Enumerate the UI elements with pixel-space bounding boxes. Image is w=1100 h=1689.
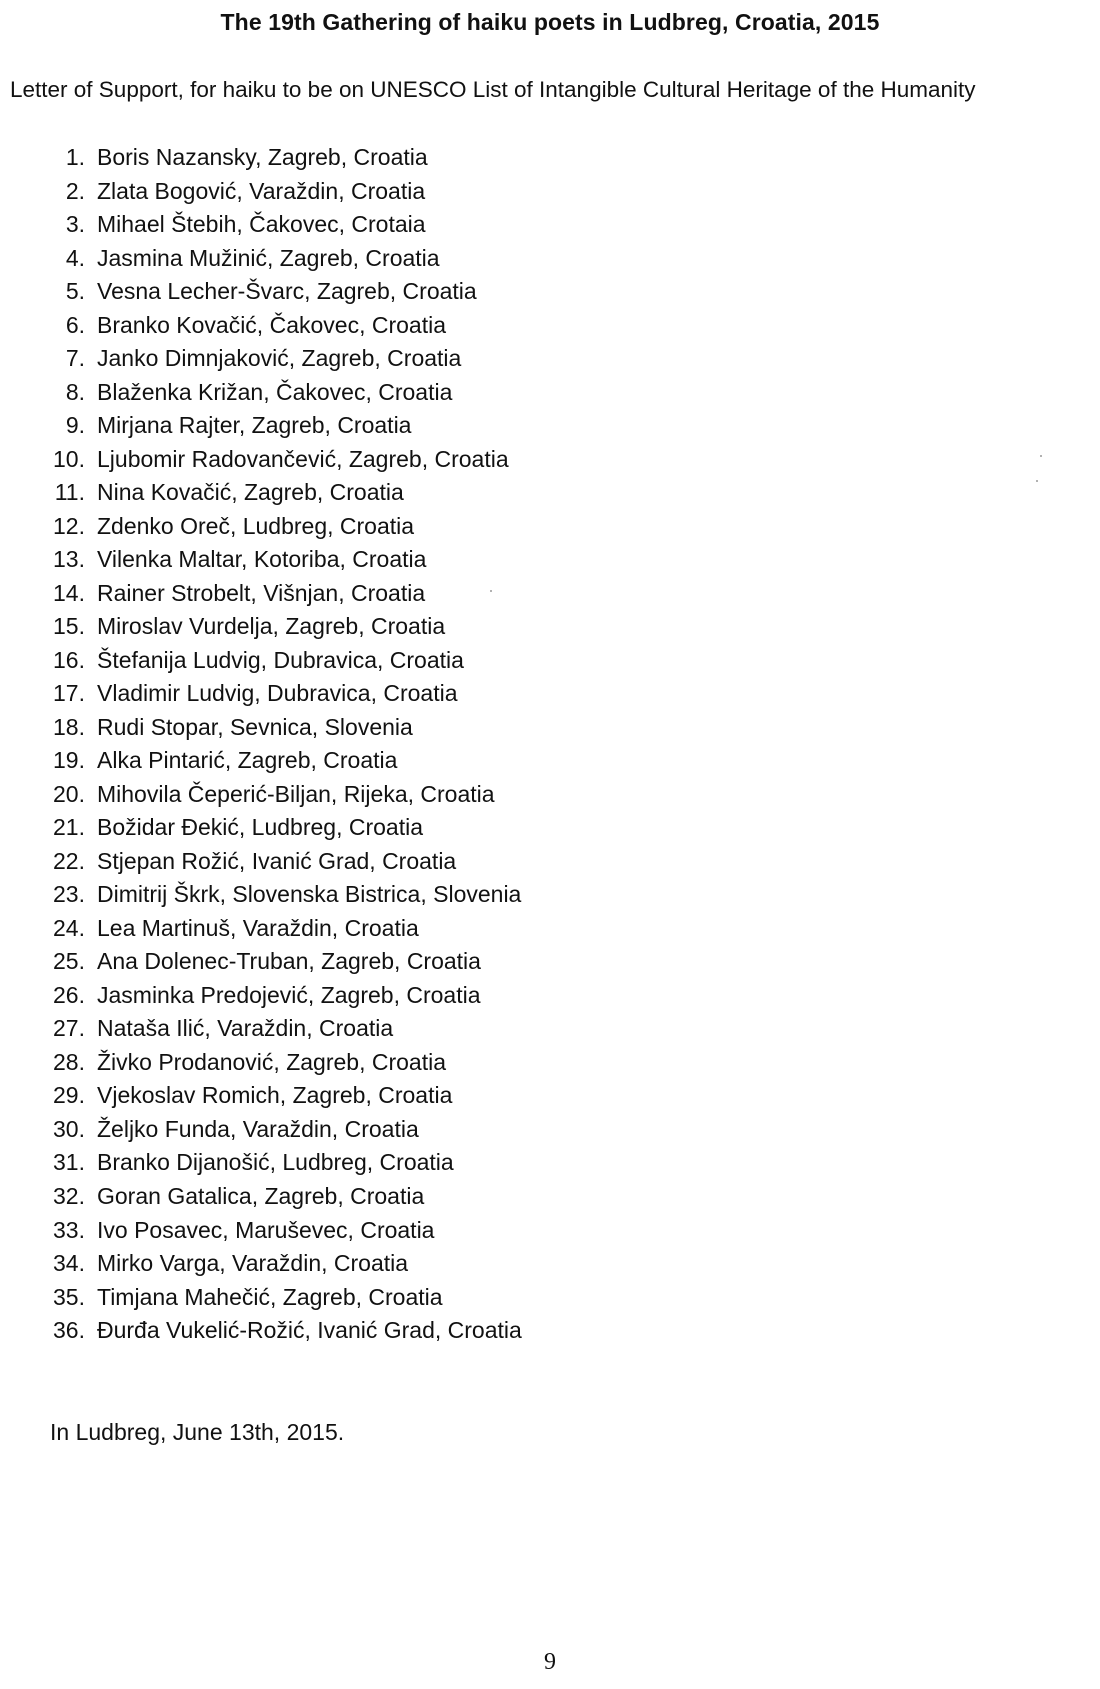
list-item-text: Dimitrij Škrk, Slovenska Bistrica, Slovenia [97, 881, 522, 908]
list-item-number: 12. [53, 512, 85, 539]
list-item-text: Nataša Ilić, Varaždin, Croatia [97, 1015, 394, 1042]
list-item-number: 2. [65, 177, 85, 204]
list-item-text: Vilenka Maltar, Kotoriba, Croatia [97, 546, 427, 573]
list-item-number: 29. [53, 1082, 85, 1109]
scan-speck [1036, 480, 1038, 482]
list-item-number: 33. [53, 1216, 85, 1243]
list-item-number: 28. [53, 1048, 85, 1075]
list-item-text: Miroslav Vurdelja, Zagreb, Croatia [97, 613, 446, 640]
list-item-number: 17. [53, 680, 85, 707]
page-number: 9 [544, 1649, 556, 1675]
list-item-number: 23. [53, 881, 85, 908]
list-item-text: Vjekoslav Romich, Zagreb, Croatia [97, 1082, 453, 1109]
list-item-number: 34. [53, 1250, 85, 1277]
list-item-text: Mirjana Rajter, Zagreb, Croatia [97, 412, 412, 439]
list-item-text: Jasminka Predojević, Zagreb, Croatia [97, 981, 481, 1008]
list-item-text: Božidar Đekić, Ludbreg, Croatia [97, 814, 423, 841]
list-item-number: 7. [65, 345, 85, 372]
document-subtitle: Letter of Support, for haiku to be on UNESCO List of Intangible Cultural Heritage of the Humanity [10, 77, 976, 102]
scan-speck [1040, 455, 1042, 457]
list-item-text: Janko Dimnjaković, Zagreb, Croatia [97, 345, 462, 372]
list-item-number: 32. [53, 1182, 85, 1209]
list-item-text: Stjepan Rožić, Ivanić Grad, Croatia [97, 847, 457, 874]
list-item-text: Ivo Posavec, Maruševec, Croatia [97, 1216, 435, 1243]
list-item-number: 8. [65, 378, 85, 405]
list-item-number: 26. [53, 981, 85, 1008]
list-item-number: 9. [65, 412, 85, 439]
list-item-text: Ljubomir Radovančević, Zagreb, Croatia [97, 445, 509, 472]
list-item-number: 3. [65, 211, 85, 238]
list-item-text: Timjana Mahečić, Zagreb, Croatia [97, 1283, 443, 1310]
list-item-number: 21. [53, 814, 85, 841]
list-item-number: 22. [53, 847, 85, 874]
list-item-text: Đurđa Vukelić-Rožić, Ivanić Grad, Croatia [97, 1317, 522, 1344]
list-item-number: 16. [53, 646, 85, 673]
list-item-text: Vladimir Ludvig, Dubravica, Croatia [97, 680, 458, 707]
list-item-text: Lea Martinuš, Varaždin, Croatia [97, 914, 419, 941]
list-item-number: 6. [65, 311, 85, 338]
list-item-number: 10. [53, 445, 85, 472]
list-item-text: Boris Nazansky, Zagreb, Croatia [97, 144, 428, 170]
list-item-text: Željko Funda, Varaždin, Croatia [97, 1115, 419, 1142]
list-item-number: 20. [53, 780, 85, 807]
list-item-number: 15. [53, 613, 85, 640]
list-item-number: 14. [53, 579, 85, 606]
list-item-number: 11. [54, 479, 85, 506]
list-item-number: 24. [53, 914, 85, 941]
list-item-text: Alka Pintarić, Zagreb, Croatia [97, 747, 398, 774]
list-item-number: 30. [53, 1115, 85, 1142]
list-item-number: 13. [53, 546, 85, 573]
list-item-text: Nina Kovačić, Zagreb, Croatia [97, 479, 404, 506]
list-item-text: Branko Kovačić, Čakovec, Croatia [97, 311, 446, 338]
list-item-number: 25. [53, 948, 85, 975]
list-item-text: Goran Gatalica, Zagreb, Croatia [97, 1182, 425, 1209]
list-item-text: Vesna Lecher-Švarc, Zagreb, Croatia [97, 278, 477, 305]
list-item-text: Zdenko Oreč, Ludbreg, Croatia [97, 512, 415, 539]
list-item-text: Štefanija Ludvig, Dubravica, Croatia [97, 646, 464, 673]
list-item-number: 27. [53, 1015, 85, 1042]
list-item-text: Ana Dolenec-Truban, Zagreb, Croatia [97, 948, 481, 975]
list-item-text: Branko Dijanošić, Ludbreg, Croatia [97, 1149, 454, 1176]
list-item-text: Blaženka Križan, Čakovec, Croatia [97, 378, 453, 405]
scan-speck [490, 590, 492, 592]
list-item-number: 4. [65, 244, 85, 271]
closing-line: In Ludbreg, June 13th, 2015. [50, 1419, 345, 1445]
list-item-text: Rainer Strobelt, Višnjan, Croatia [97, 579, 426, 606]
list-item-number: 35. [53, 1283, 85, 1310]
document-title: The 19th Gathering of haiku poets in Ludbreg, Croatia, 2015 [220, 9, 880, 35]
list-item-number: 1. [65, 144, 85, 170]
list-item-text: Mihael Štebih, Čakovec, Crotaia [97, 211, 426, 238]
list-item-number: 36. [53, 1317, 85, 1344]
list-item-text: Jasmina Mužinić, Zagreb, Croatia [97, 244, 440, 271]
list-item-number: 19. [53, 747, 85, 774]
list-item-text: Rudi Stopar, Sevnica, Slovenia [97, 713, 413, 740]
list-item-text: Mihovila Čeperić-Biljan, Rijeka, Croatia [97, 780, 495, 807]
list-item-number: 5. [65, 278, 85, 305]
list-item-number: 18. [53, 713, 85, 740]
list-item-text: Mirko Varga, Varaždin, Croatia [97, 1250, 409, 1277]
list-item-text: Živko Prodanović, Zagreb, Croatia [97, 1048, 446, 1075]
list-item-text: Zlata Bogović, Varaždin, Croatia [97, 177, 426, 204]
list-item-number: 31. [53, 1149, 85, 1176]
